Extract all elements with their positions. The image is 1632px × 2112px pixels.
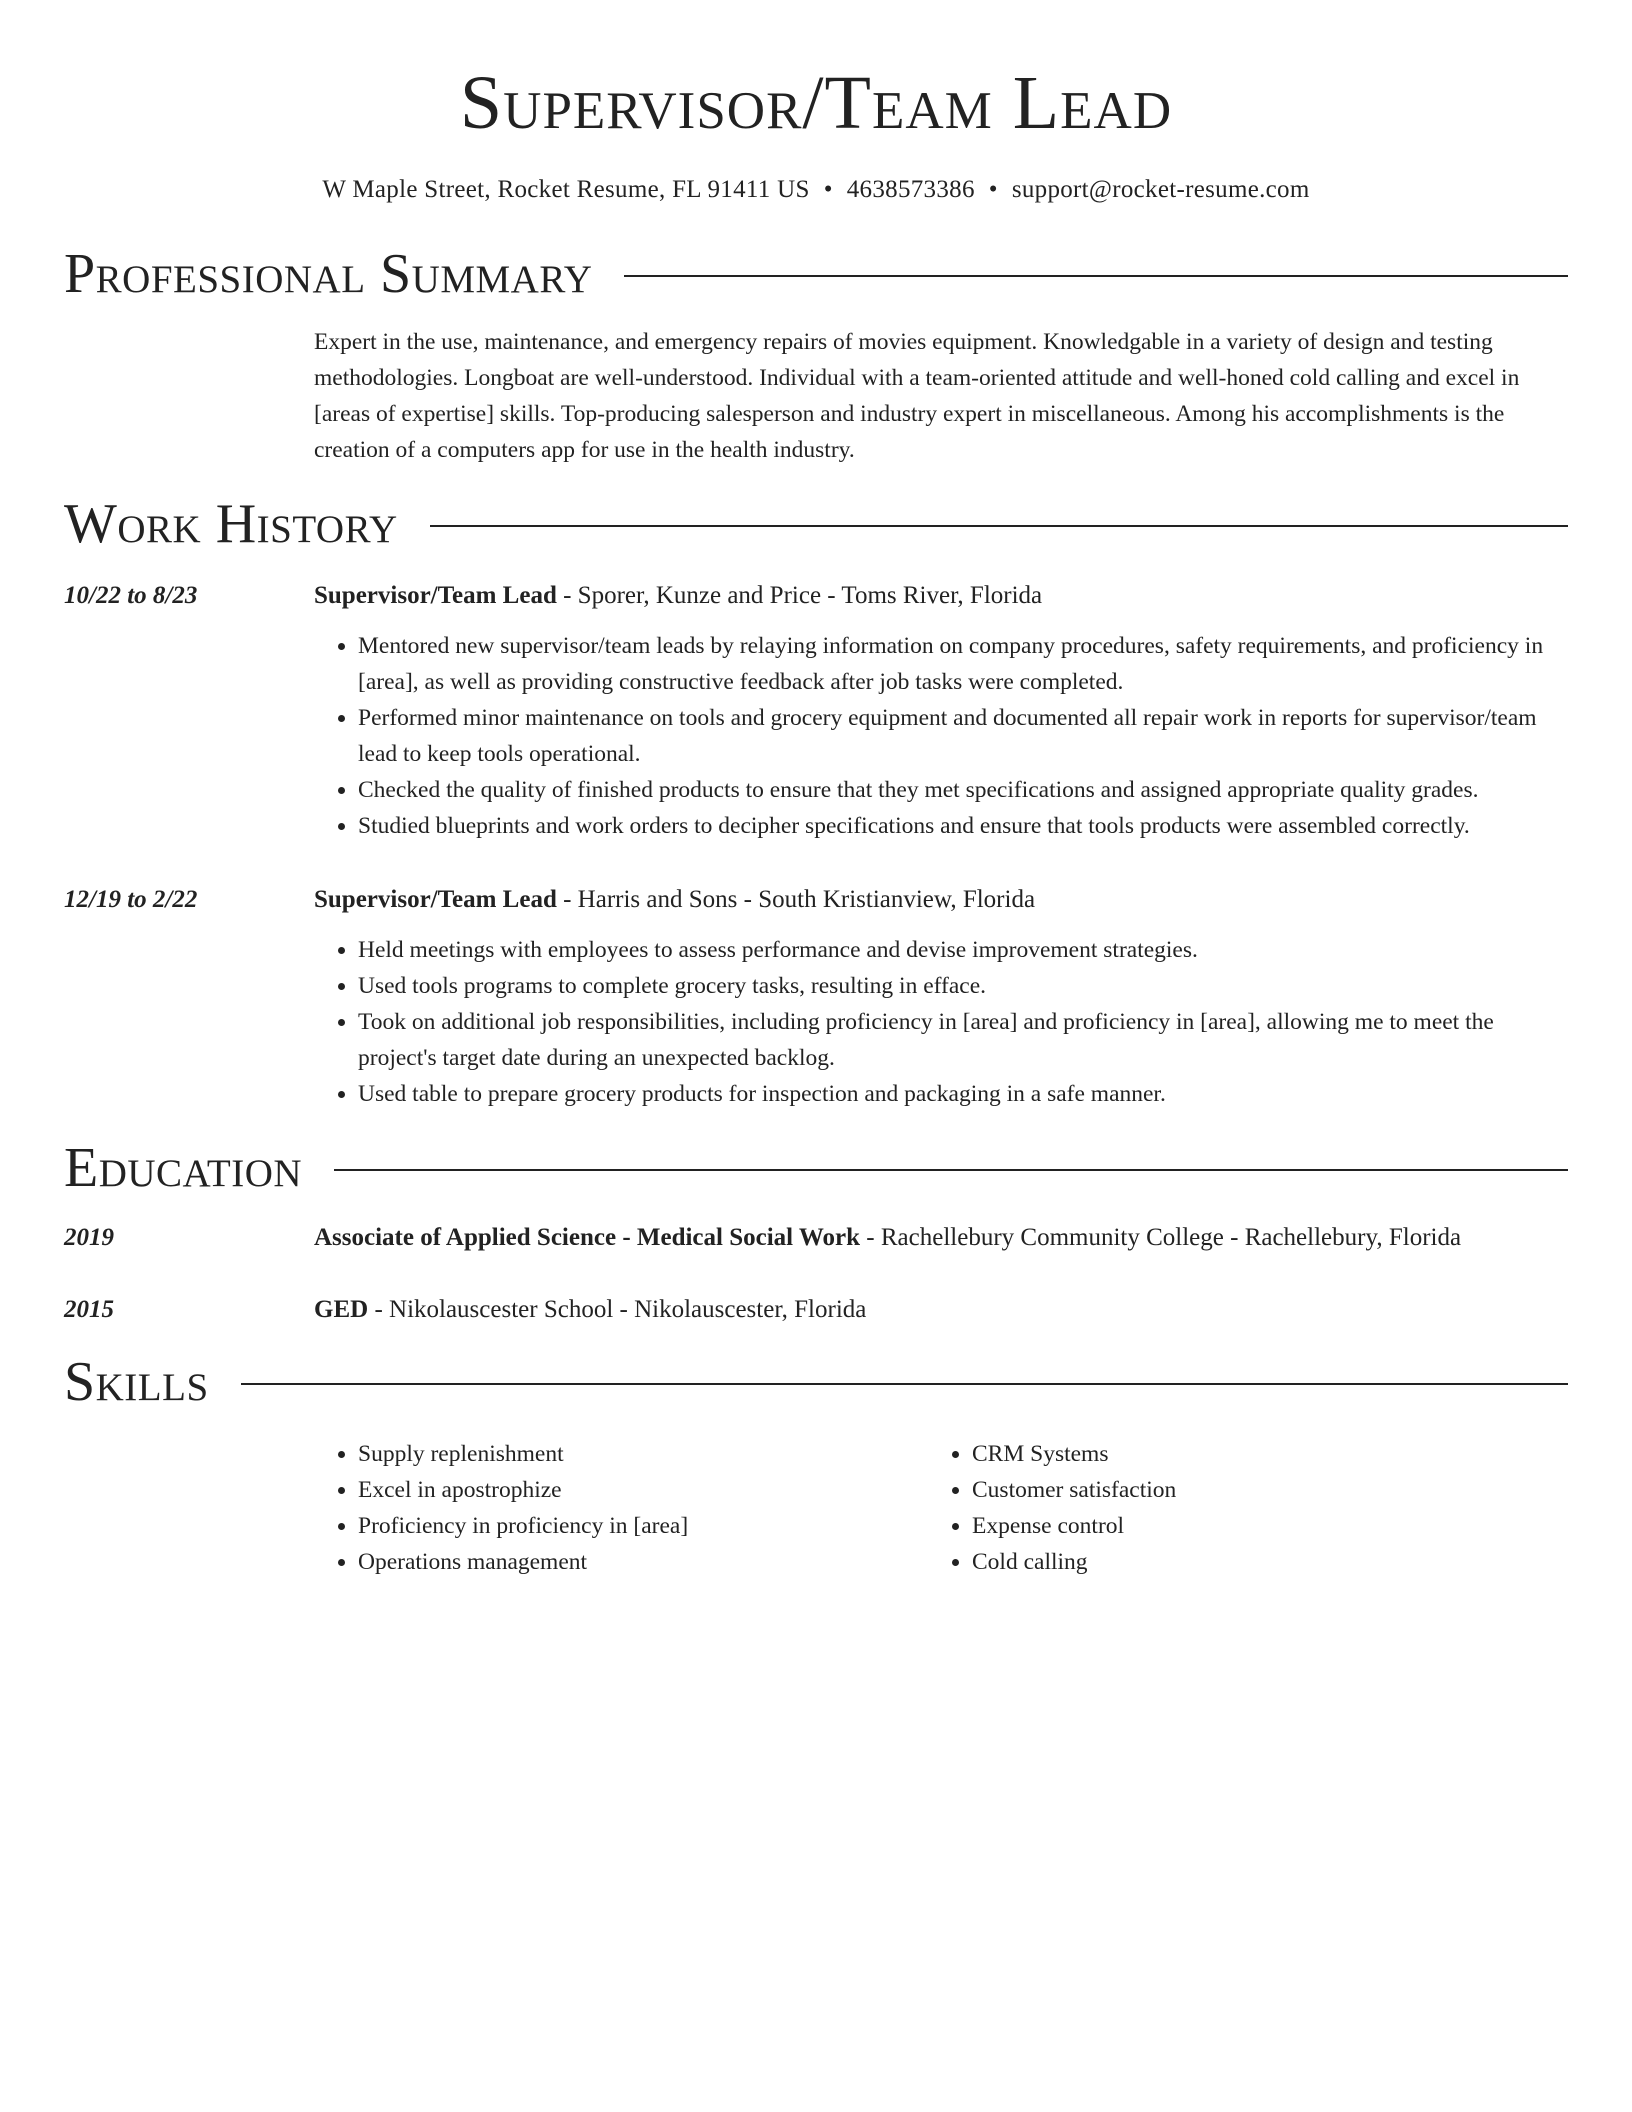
contact-separator: • (988, 176, 998, 203)
education-details: - Rachellebury Community College - Rachellebury, Florida (860, 1224, 1462, 1251)
section-divider (334, 1169, 1568, 1171)
job-entry (64, 882, 1568, 1112)
skill-item: • Cold calling (972, 1544, 1542, 1580)
job-dates: 12/19 to 2/22 (64, 886, 198, 913)
skills-column-left (314, 1436, 928, 1580)
summary-text: Expert in the use, maintenance, and emergency repairs of movies equipment. Knowledgable in a variety of design and testing methodologies. Longboat are well-understood. Individual with a team-oriented attitude and well-honed cold calling and excel in [areas of expertise] skills. Top-producing salesperson and industry expert in miscellaneous. Among his accomplishments is the creation of a computers app for use in the health industry. (314, 329, 1520, 463)
job-bullet: • Studied blueprints and work orders to decipher specifications and ensure that tools products were assembled correctly. (358, 808, 1568, 844)
work-section-title: Work History (64, 493, 398, 555)
job-details: - Sporer, Kunze and Price - Toms River, Florida (556, 582, 1043, 609)
skills-section-title: Skills (64, 1351, 209, 1413)
education-degree: Associate of Applied Science - Medical Social Work (314, 1224, 861, 1251)
contact-line (64, 176, 1568, 204)
education-degree: GED (314, 1296, 369, 1323)
job-details: - Harris and Sons - South Kristianview, Florida (556, 886, 1036, 913)
job-bullet: • Mentored new supervisor/team leads by relaying information on company procedures, safety requirements, and proficiency in [area], as well as providing constructive feedback after job tasks were completed. (358, 628, 1568, 700)
skill-item: • Expense control (972, 1508, 1542, 1544)
job-bullet: • Took on additional job responsibilities, including proficiency in [area] and proficiency in [area], allowing me to meet the project's target date during an unexpected backlog. (358, 1004, 1568, 1076)
job-role: Supervisor/Team Lead (314, 886, 557, 913)
education-section-header (64, 1136, 1568, 1200)
education-year: 2019 (64, 1224, 114, 1251)
skill-item: • CRM Systems (972, 1436, 1542, 1472)
job-bullet: • Held meetings with employees to assess performance and devise improvement strategies. (358, 932, 1568, 968)
section-divider (624, 275, 1568, 277)
job-bullet: • Performed minor maintenance on tools and grocery equipment and documented all repair work in reports for supervisor/team lead to keep tools operational. (358, 700, 1568, 772)
job-content (314, 578, 1568, 844)
skills-grid (314, 1436, 1568, 1580)
summary-section-title: Professional Summary (64, 243, 593, 305)
job-bullet: • Checked the quality of finished products to ensure that they met specifications and assigned appropriate quality grades. (358, 772, 1568, 808)
resume-name: Supervisor/Team Lead (459, 61, 1173, 145)
education-entry (64, 1292, 1568, 1328)
contact-address: W Maple Street, Rocket Resume, FL 91411 US (322, 176, 810, 203)
skills-section-header (64, 1350, 1568, 1414)
section-divider (241, 1383, 1568, 1385)
section-divider (430, 525, 1568, 527)
contact-phone: 4638573386 (846, 176, 975, 203)
job-content (314, 882, 1568, 1112)
skill-item: • Proficiency in proficiency in [area] (358, 1508, 928, 1544)
education-details: - Nikolauscester School - Nikolauscester, Florida (368, 1296, 867, 1323)
skill-item: • Customer satisfaction (972, 1472, 1542, 1508)
job-title-line (314, 882, 1568, 918)
job-bullet: • Used table to prepare grocery products for inspection and packaging in a safe manner. (358, 1076, 1568, 1112)
skill-item: • Excel in apostrophize (358, 1472, 928, 1508)
education-year: 2015 (64, 1296, 114, 1323)
job-dates: 10/22 to 8/23 (64, 582, 198, 609)
skill-item: • Operations management (358, 1544, 928, 1580)
education-line (314, 1220, 1568, 1256)
skills-column-right (928, 1436, 1542, 1580)
contact-email: support@rocket-resume.com (1011, 176, 1310, 203)
skill-item: • Supply replenishment (358, 1436, 928, 1472)
job-bullets (314, 932, 1568, 1112)
contact-separator: • (823, 176, 833, 203)
work-section-header (64, 492, 1568, 556)
job-entry (64, 578, 1568, 844)
education-entry (64, 1220, 1568, 1256)
job-bullets (314, 628, 1568, 844)
job-role: Supervisor/Team Lead (314, 582, 557, 609)
job-bullet: • Used tools programs to complete grocery tasks, resulting in efface. (358, 968, 1568, 1004)
summary-section-header (64, 242, 1568, 306)
education-line (314, 1292, 1568, 1328)
education-section-title: Education (64, 1137, 303, 1199)
job-title-line (314, 578, 1568, 614)
